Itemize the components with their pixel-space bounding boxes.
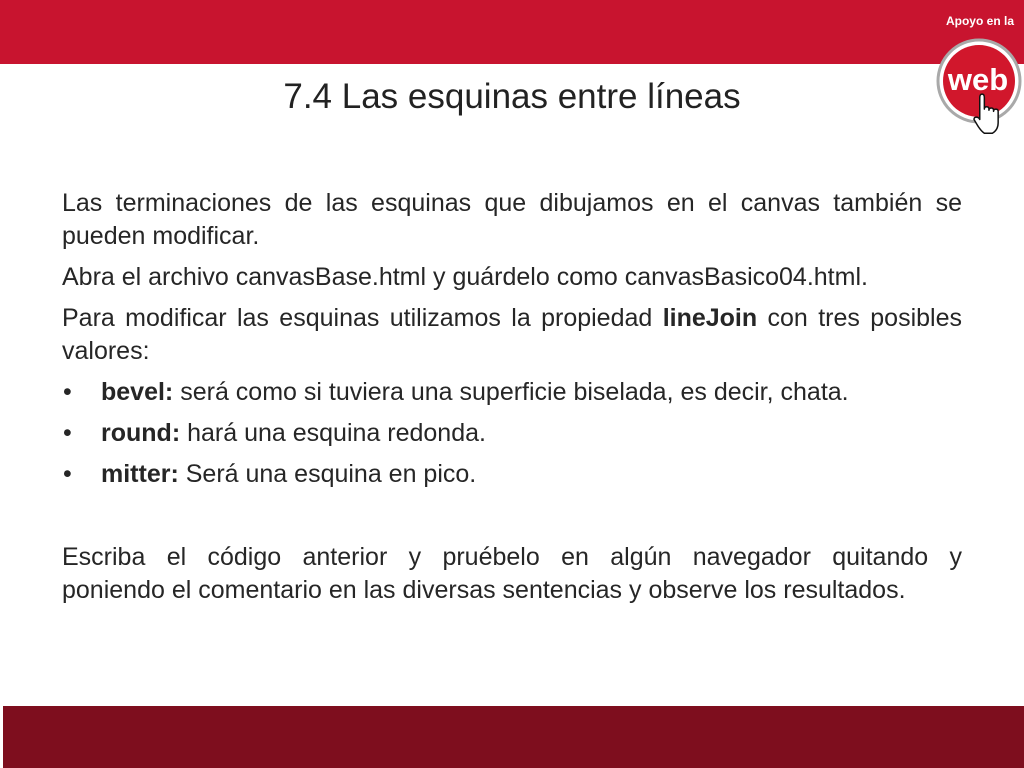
text-segment: con tres posibles: [767, 304, 962, 332]
bullet-term: bevel:: [101, 378, 174, 406]
paragraph-instructions: [62, 541, 962, 607]
linejoin-values-list: [62, 376, 962, 491]
list-item: [62, 376, 962, 409]
bullet-term: mitter:: [101, 460, 179, 488]
bullet-text: será como si tuviera una superficie biselada, es decir, chata.: [180, 378, 849, 406]
bullet-term: round:: [101, 419, 181, 447]
list-item: [62, 458, 962, 491]
text-segment: Para modificar las esquinas utilizamos la propiedad: [62, 304, 653, 332]
paragraph-intro: [62, 187, 962, 253]
apoyo-web-logo: [924, 0, 1024, 140]
slide-title: 7.4 Las esquinas entre líneas: [283, 77, 741, 116]
paragraph-line: valores:: [62, 337, 150, 365]
header-band: [0, 0, 1024, 64]
paragraph-line: Las terminaciones de las esquinas que dibujamos en el canvas también se: [62, 189, 962, 217]
bullet-text: hará una esquina redonda.: [187, 419, 486, 447]
logo-tagline: Apoyo en la: [945, 14, 1015, 28]
paragraph-line: poniendo el comentario en las diversas sentencias y observe los resultados.: [62, 576, 906, 604]
list-item: [62, 417, 962, 450]
slide-body: [62, 187, 962, 615]
paragraph-open-file: [62, 261, 962, 294]
property-name: lineJoin: [662, 304, 758, 332]
bullet-text: Será una esquina en pico.: [185, 460, 477, 488]
paragraph-line: Abra el archivo canvasBase.html y guárdelo como canvasBasico04.html.: [62, 263, 868, 291]
footer-band: [3, 706, 1024, 768]
paragraph-line: Escriba el código anterior y pruébelo en algún navegador quitando y: [62, 543, 962, 571]
paragraph-line: [62, 302, 962, 335]
paragraph-line: pueden modificar.: [62, 222, 260, 250]
paragraph-linejoin: [62, 302, 962, 368]
logo-word: web: [947, 62, 1009, 97]
